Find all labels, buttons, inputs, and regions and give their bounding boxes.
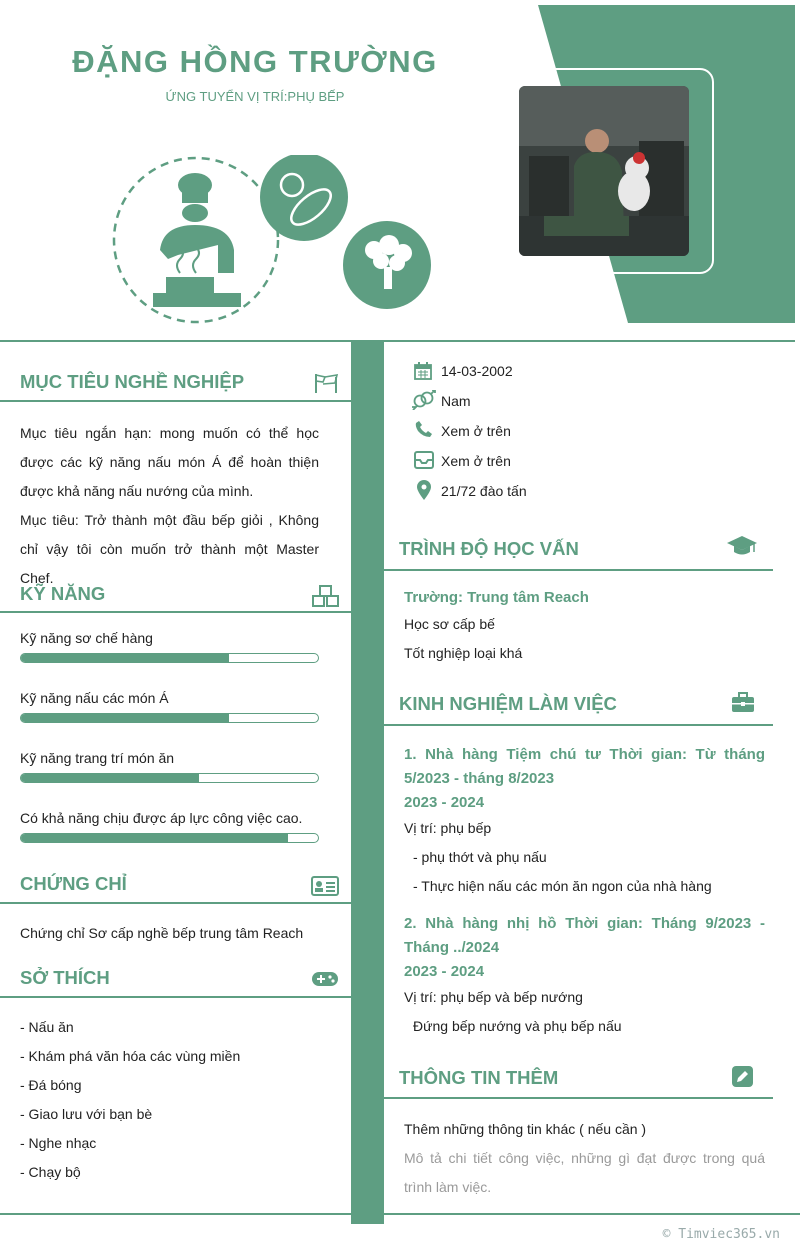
job-detail: Đứng bếp nướng và phụ bếp nấu <box>413 1018 622 1034</box>
skill-bar-fill <box>21 834 288 842</box>
phone-icon <box>415 420 433 438</box>
map-marker-icon <box>417 480 431 500</box>
extra-line2: Mô tả chi tiết công việc, những gì đạt được trong quá trình làm việc. <box>404 1150 765 1195</box>
center-divider-bar <box>351 342 384 1224</box>
skill-label: Kỹ năng trang trí món ăn <box>20 750 175 766</box>
email-icon <box>414 451 434 469</box>
education-school: Trường: Trung tâm Reach <box>404 589 589 606</box>
candidate-name: ĐẶNG HỒNG TRƯỜNG <box>72 44 438 79</box>
contact-gender: Nam <box>441 393 471 409</box>
chef-illustration <box>108 155 438 330</box>
hobbies-underline <box>0 996 351 998</box>
extra-underline <box>384 1097 773 1099</box>
job-heading: 1. Nhà hàng Tiệm chú tư Thời gian: Từ tháng 5/2023 - tháng 8/2023 <box>404 746 765 787</box>
job-role: Vị trí: phụ bếp <box>404 820 492 836</box>
cubes-icon <box>311 584 341 608</box>
briefcase-icon <box>731 691 755 713</box>
objective-underline <box>0 400 351 402</box>
edit-icon <box>732 1066 753 1087</box>
skill-bar-fill <box>21 774 199 782</box>
hobby-item: - Nghe nhạc <box>20 1135 97 1151</box>
objective-short-term: Mục tiêu ngắn hạn: mong muốn có thể học được các kỹ năng nấu món Á để hoàn thiện được khả năng nấu nướng của mình. <box>20 425 319 499</box>
experience-underline <box>384 724 773 726</box>
skill-label: Kỹ năng nấu các món Á <box>20 690 169 706</box>
skill-bar <box>20 713 319 723</box>
gender-icon <box>411 390 437 410</box>
hobby-item: - Đá bóng <box>20 1077 82 1093</box>
extra-line1: Thêm những thông tin khác ( nếu cần ) <box>404 1121 647 1137</box>
certificate-item: Chứng chỉ Sơ cấp nghề bếp trung tâm Reach <box>20 925 304 941</box>
contact-dob: 14-03-2002 <box>441 363 513 379</box>
objective-long-term: Mục tiêu: Trở thành một đầu bếp giỏi , Không chỉ vậy tôi còn muốn trở thành một Master Chef. <box>20 512 319 586</box>
skill-bar <box>20 833 319 843</box>
objective-title: MỤC TIÊU NGHỀ NGHIỆP <box>20 371 245 392</box>
certificates-underline <box>0 902 351 904</box>
job-years: 2023 - 2024 <box>404 963 485 980</box>
skill-bar-fill <box>21 654 229 662</box>
skills-title: KỸ NĂNG <box>20 583 106 604</box>
experience-title: KINH NGHIỆM LÀM VIỆC <box>399 693 617 714</box>
job-role: Vị trí: phụ bếp và bếp nướng <box>404 989 583 1005</box>
education-title: TRÌNH ĐỘ HỌC VẤN <box>399 538 579 559</box>
contact-email: Xem ở trên <box>441 453 511 469</box>
job-detail: - Thực hiện nấu các món ăn ngon của nhà hàng <box>413 878 712 894</box>
skill-label: Có khả năng chịu được áp lực công việc cao. <box>20 810 303 826</box>
education-result: Tốt nghiệp loại khá <box>404 645 523 661</box>
graduation-cap-icon <box>726 534 758 558</box>
hobbies-title: SỞ THÍCH <box>20 967 110 988</box>
education-underline <box>384 569 773 571</box>
candidate-photo <box>519 86 689 256</box>
hobby-item: - Nấu ăn <box>20 1019 74 1035</box>
footer-watermark: © Timviec365.vn <box>662 1227 780 1242</box>
applied-position: ỨNG TUYỂN VỊ TRÍ:PHỤ BẾP <box>165 89 345 104</box>
contact-address: 21/72 đào tấn <box>441 483 527 499</box>
extra-title: THÔNG TIN THÊM <box>399 1067 559 1088</box>
calendar-icon <box>413 361 433 381</box>
hobby-item: - Giao lưu với bạn bè <box>20 1106 153 1122</box>
job-years: 2023 - 2024 <box>404 794 485 811</box>
contact-phone: Xem ở trên <box>441 423 511 439</box>
flags-icon <box>313 372 339 394</box>
job-detail: - phụ thớt và phụ nấu <box>413 849 547 865</box>
hobby-item: - Khám phá văn hóa các vùng miền <box>20 1048 241 1064</box>
header-divider <box>0 340 795 342</box>
certificates-title: CHỨNG CHỈ <box>20 873 127 894</box>
job-heading: 2. Nhà hàng nhị hồ Thời gian: Tháng 9/2023 - Tháng ../2024 <box>404 915 765 956</box>
hobby-item: - Chạy bộ <box>20 1164 81 1180</box>
id-card-icon <box>311 875 339 897</box>
gamepad-icon <box>311 970 339 988</box>
skill-label: Kỹ năng sơ chế hàng <box>20 630 153 646</box>
bottom-divider <box>0 1213 800 1215</box>
skill-bar-fill <box>21 714 229 722</box>
skill-bar <box>20 773 319 783</box>
education-level: Học sơ cấp bế <box>404 616 495 632</box>
skills-underline <box>0 611 351 613</box>
skill-bar <box>20 653 319 663</box>
